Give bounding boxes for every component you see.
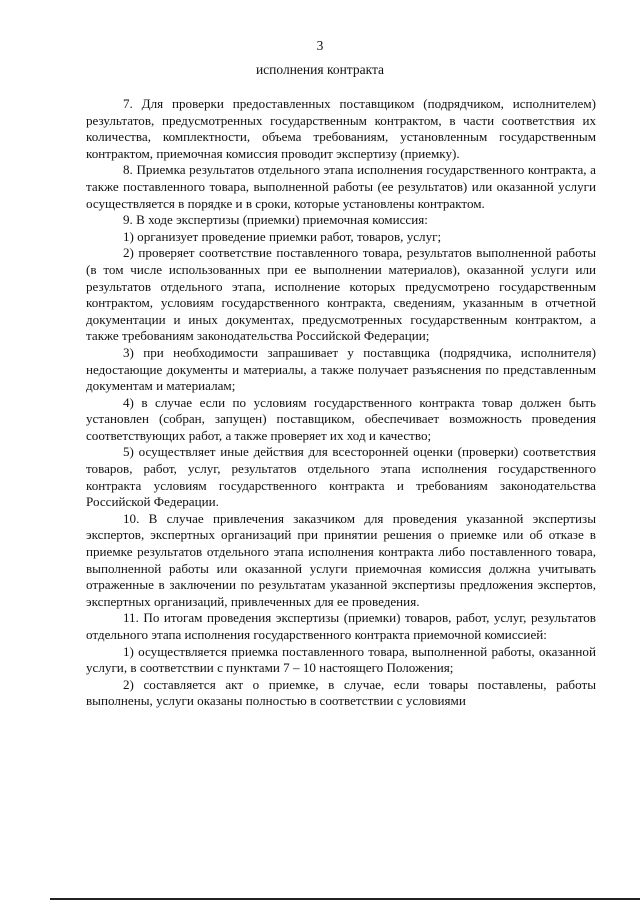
list-item-9-2: 2) проверяет соответствие поставленного товара, результатов выполненной работы (в том числе использованных при ее выполнении материалов), оказанной услуги или результатов отдельного этапа, исполнение которых предусмотрено государственным контрактом, условиям государственного контракта, сведениям, указанным в отчетной документации и иных документах, предусмотренных государственным контрактом, а также требованиям законодательства Российской Федерации; bbox=[86, 245, 596, 344]
list-item-11-2: 2) составляется акт о приемке, в случае, если товары поставлены, работы выполнены, услуги оказаны полностью в соответствии с условиями bbox=[86, 676, 596, 709]
running-header: исполнения контракта bbox=[255, 62, 385, 77]
paragraph-11: 11. По итогам проведения экспертизы (приемки) товаров, работ, услуг, результатов отдельного этапа исполнения государственного контракта приемочной комиссией: bbox=[86, 610, 596, 642]
list-item-9-4: 4) в случае если по условиям государственного контракта товар должен быть установлен (собран, запущен) поставщиком, обеспечивает возможность проведения соответствующих работ, а также проверяет их ход и качество; bbox=[86, 394, 596, 443]
paragraph-8: 8. Приемка результатов отдельного этапа исполнения государственного контракта, а также поставленного товара, выполненной работы (ее результатов) или оказанной услуги осуществляется в порядке и в сроки, которые установлены контрактом. bbox=[86, 162, 596, 211]
list-item-9-1: 1) организует проведение приемки работ, товаров, услуг; bbox=[123, 228, 442, 244]
paragraph-9: 9. В ходе экспертизы (приемки) приемочная комиссия: bbox=[123, 212, 428, 228]
paragraph-7: 7. Для проверки предоставленных поставщиком (подрядчиком, исполнителем) результатов, предусмотренных государственным контрактом, в части соответствия их количества, комплектности, объема требованиям, установленным государственным контрактом, приемочная комиссия проводит экспертизу (приемку). bbox=[86, 96, 596, 161]
bottom-scan-edge bbox=[50, 898, 640, 900]
paragraph-10: 10. В случае привлечения заказчиком для проведения указанной экспертизы экспертов, экспертных организаций при принятии решения о приемке или об отказе в приемке результатов отдельного этапа исполнения контракта либо поставленного товара, выполненной работы или оказанной услуги приемочная комиссия должна учитывать отраженные в заключении по результатам указанной экспертизы предложения экспертов, экспертных организаций, привлеченных для ее проведения. bbox=[86, 510, 596, 609]
document-body bbox=[86, 96, 596, 710]
list-item-11-1: 1) осуществляется приемка поставленного товара, выполненной работы, оказанной услуги, в соответствии с пунктами 7 – 10 настоящего Положения; bbox=[86, 643, 596, 676]
list-item-9-3: 3) при необходимости запрашивает у поставщика (подрядчика, исполнителя) недостающие документы и материалы, а также получает разъяснения по представленным документам и материалам; bbox=[86, 344, 596, 394]
page-number: 3 bbox=[316, 38, 324, 53]
list-item-9-5: 5) осуществляет иные действия для всесторонней оценки (проверки) соответствия товаров, работ, услуг, результатов отдельного этапа исполнения государственного контракта условиям государственного контракта и требованиям законодательства Российской Федерации. bbox=[86, 444, 596, 510]
